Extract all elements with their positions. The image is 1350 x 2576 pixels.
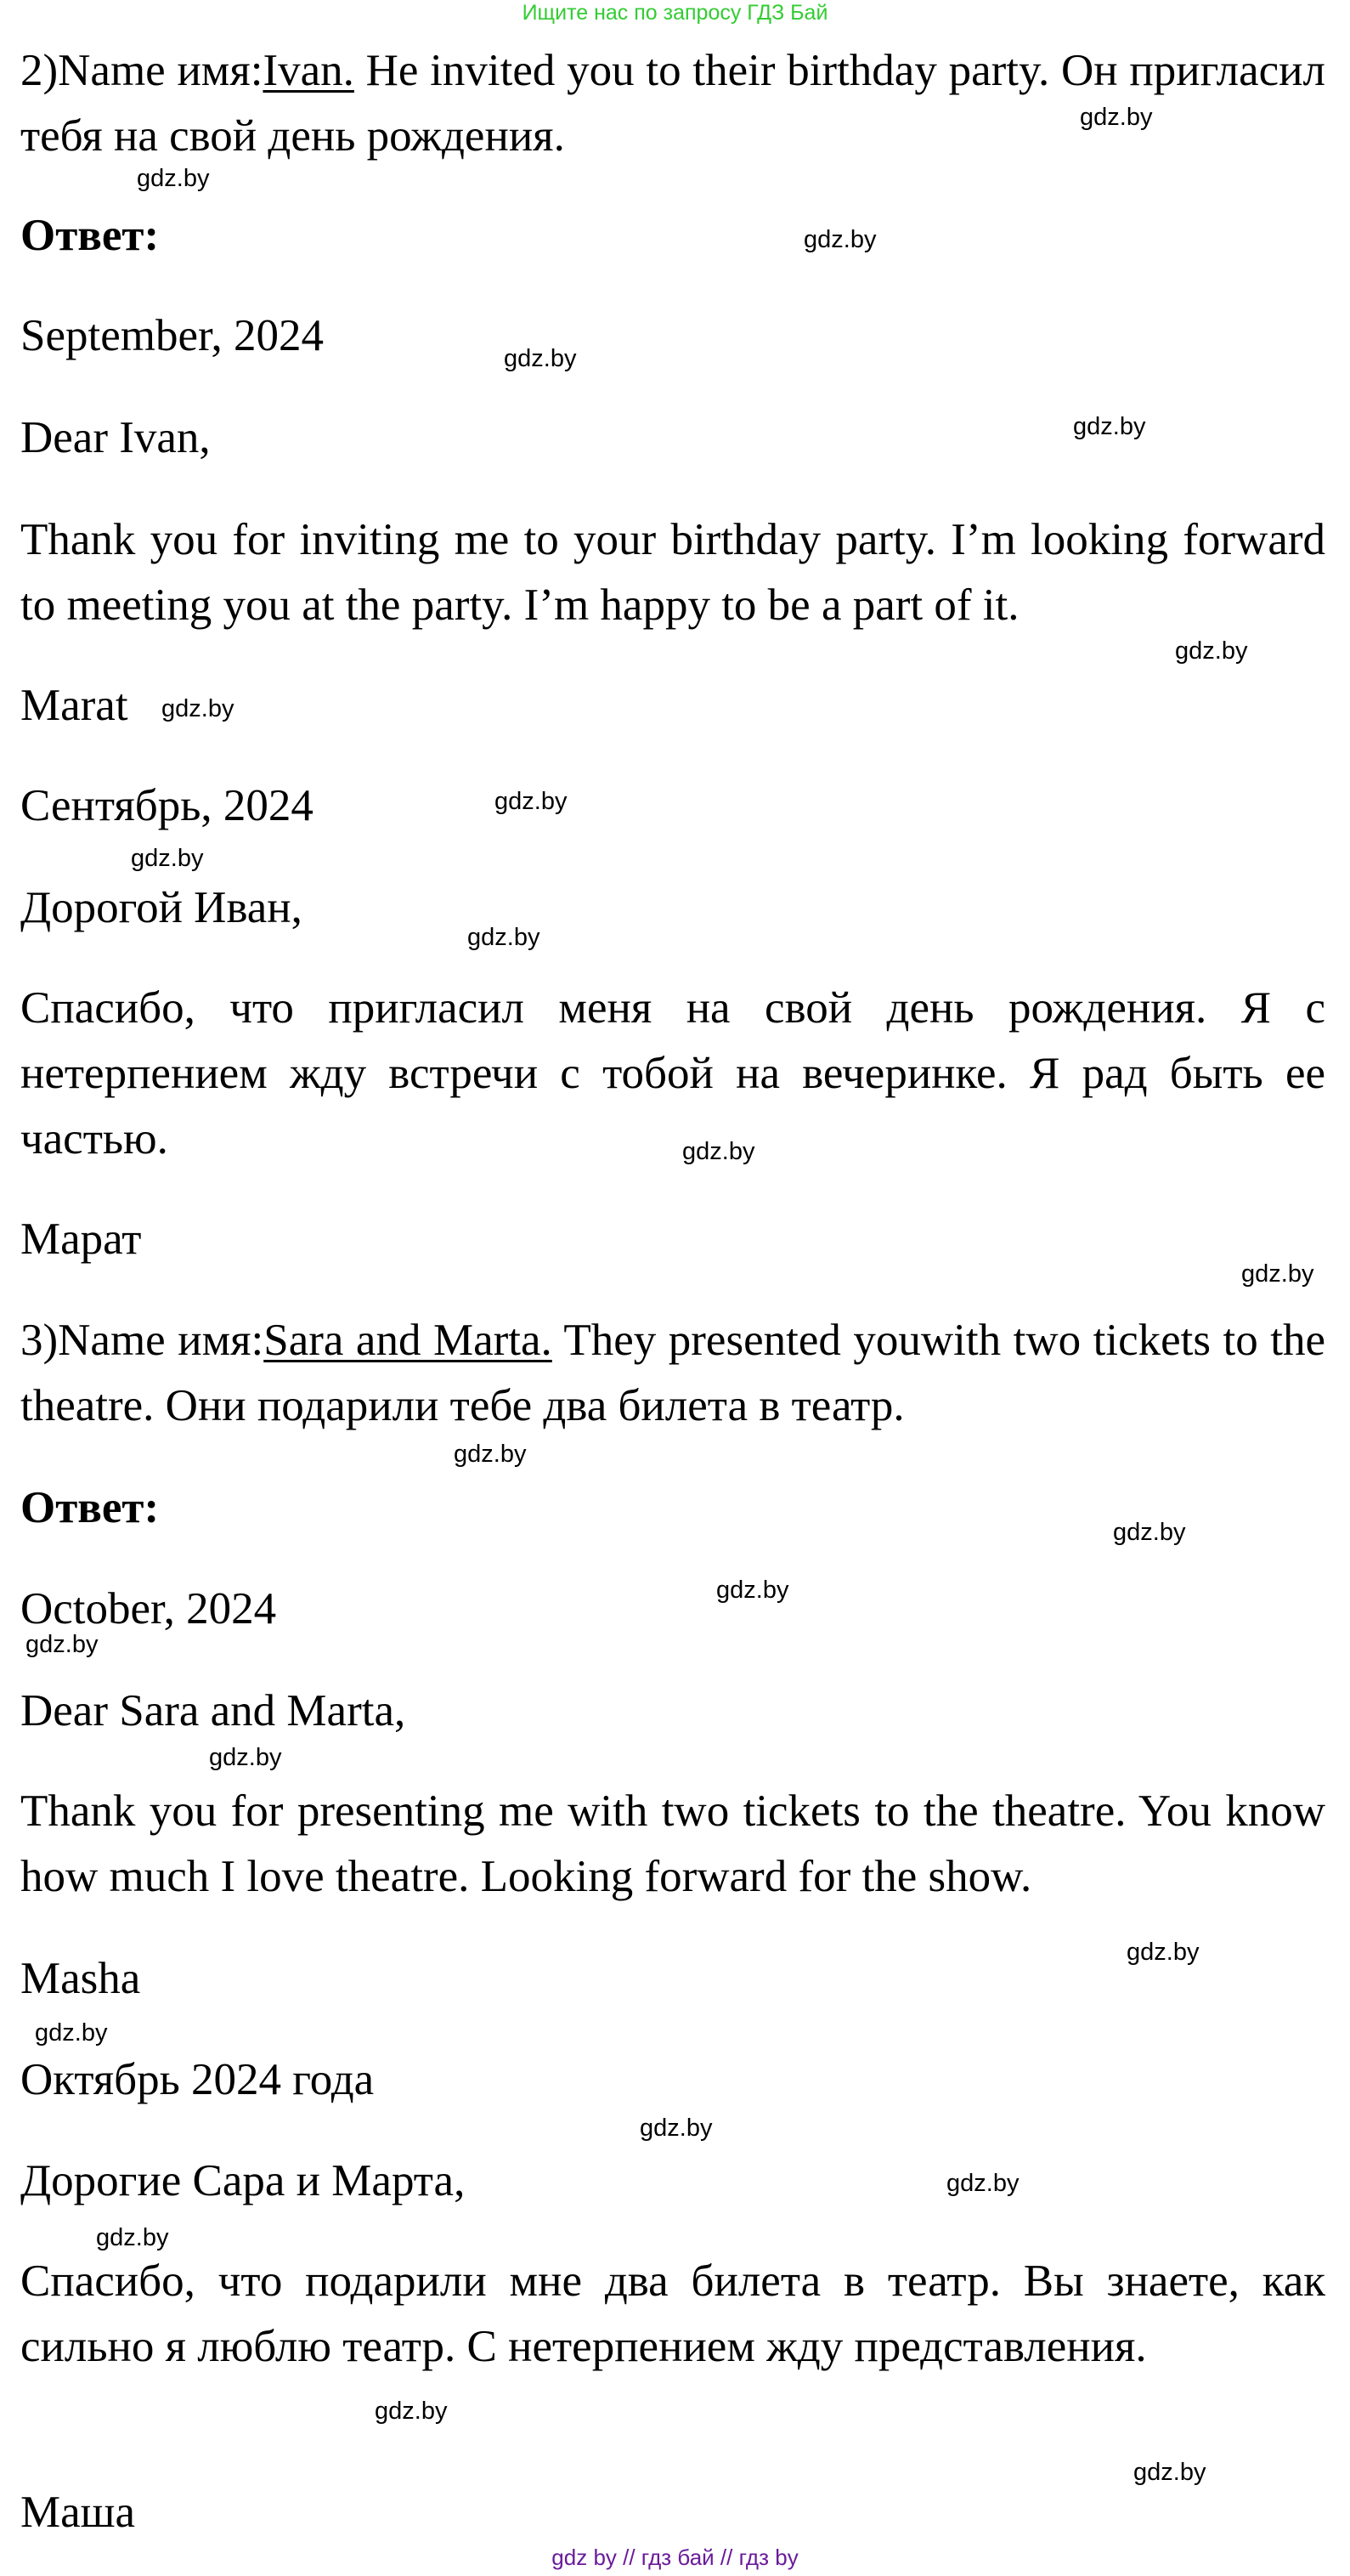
task3-date-en: October, 2024 <box>20 1584 277 1633</box>
task2-sign-en: Marat <box>20 681 128 730</box>
watermark: gdz.by <box>131 845 204 872</box>
task3-prefix: 3)Name имя: <box>20 1316 264 1365</box>
watermark: gdz.by <box>467 924 540 951</box>
task3-greeting-en: Dear Sara and Marta, <box>20 1686 406 1735</box>
task2-greeting-ru: Дорогой Иван, <box>20 883 302 932</box>
watermark: gdz.by <box>1175 637 1248 665</box>
watermark: gdz.by <box>494 788 568 815</box>
task2-answer-label: Ответ: <box>20 211 160 260</box>
footer-links: gdz by // гдз бай // гдз by <box>551 2545 799 2570</box>
task3-greeting-ru: Дорогие Сара и Марта, <box>20 2156 466 2205</box>
watermark: gdz.by <box>137 165 210 192</box>
task3-answer-label: Ответ: <box>20 1483 160 1532</box>
task2-date-en: September, 2024 <box>20 311 325 360</box>
task3-sign-en: Masha <box>20 1954 141 2003</box>
task3-text: They presented youwith two tickets to the theatre. Они подарили тебе два билета в театр. <box>20 1316 1326 1430</box>
task2-date-ru: Сентябрь, 2024 <box>20 781 313 830</box>
watermark: gdz.by <box>1133 2459 1206 2486</box>
watermark: gdz.by <box>946 2170 1020 2197</box>
watermark: gdz.by <box>640 2115 713 2142</box>
watermark: gdz.by <box>1127 1939 1200 1966</box>
watermark: gdz.by <box>804 226 877 253</box>
watermark: gdz.by <box>716 1577 789 1604</box>
task2-text: He invited you to their birthday party. Он пригласил тебя на свой день рождения. <box>20 46 1325 161</box>
watermark: gdz.by <box>1080 104 1153 131</box>
watermark: gdz.by <box>1113 1519 1186 1546</box>
watermark: gdz.by <box>25 1631 99 1658</box>
watermark: gdz.by <box>1073 413 1146 440</box>
task2-name: Ivan. <box>263 46 354 95</box>
task2-sign-ru: Марат <box>20 1214 142 1264</box>
task3-date-ru: Октябрь 2024 года <box>20 2055 375 2104</box>
watermark: gdz.by <box>1241 1260 1314 1288</box>
top-banner: Ищите нас по запросу ГДЗ Бай <box>522 1 828 25</box>
watermark: gdz.by <box>209 1744 282 1771</box>
task3-body-en: Thank you for presenting me with two tickets to the theatre. You know how much I love theatre. Looking forward for the show. <box>20 1786 1325 1901</box>
watermark: gdz.by <box>504 345 577 372</box>
task3-prompt <box>20 1308 1325 1439</box>
task2-body-en: Thank you for inviting me to your birthday party. I’m looking forward to meeting you at the party. I’m happy to be a part of it. <box>20 515 1325 630</box>
task3-body-ru: Спасибо, что подарили мне два билета в театр. Вы знаете, как сильно я люблю театр. С нетерпением жду представления. <box>20 2256 1325 2371</box>
watermark: gdz.by <box>96 2224 169 2251</box>
watermark: gdz.by <box>161 695 234 722</box>
task2-prefix: 2)Name имя: <box>20 46 263 95</box>
watermark: gdz.by <box>454 1441 527 1468</box>
task2-body-ru: Спасибо, что пригласил меня на свой день рождения. Я с нетерпением жду встречи с тобой на вечеринке. Я рад быть ее частью. <box>20 983 1325 1163</box>
task3-sign-ru: Маша <box>20 2488 135 2537</box>
watermark: gdz.by <box>375 2398 448 2425</box>
task2-greeting-en: Dear Ivan, <box>20 413 211 462</box>
task3-name: Sara and Marta. <box>263 1316 552 1365</box>
watermark: gdz.by <box>35 2019 108 2047</box>
watermark: gdz.by <box>682 1138 755 1165</box>
